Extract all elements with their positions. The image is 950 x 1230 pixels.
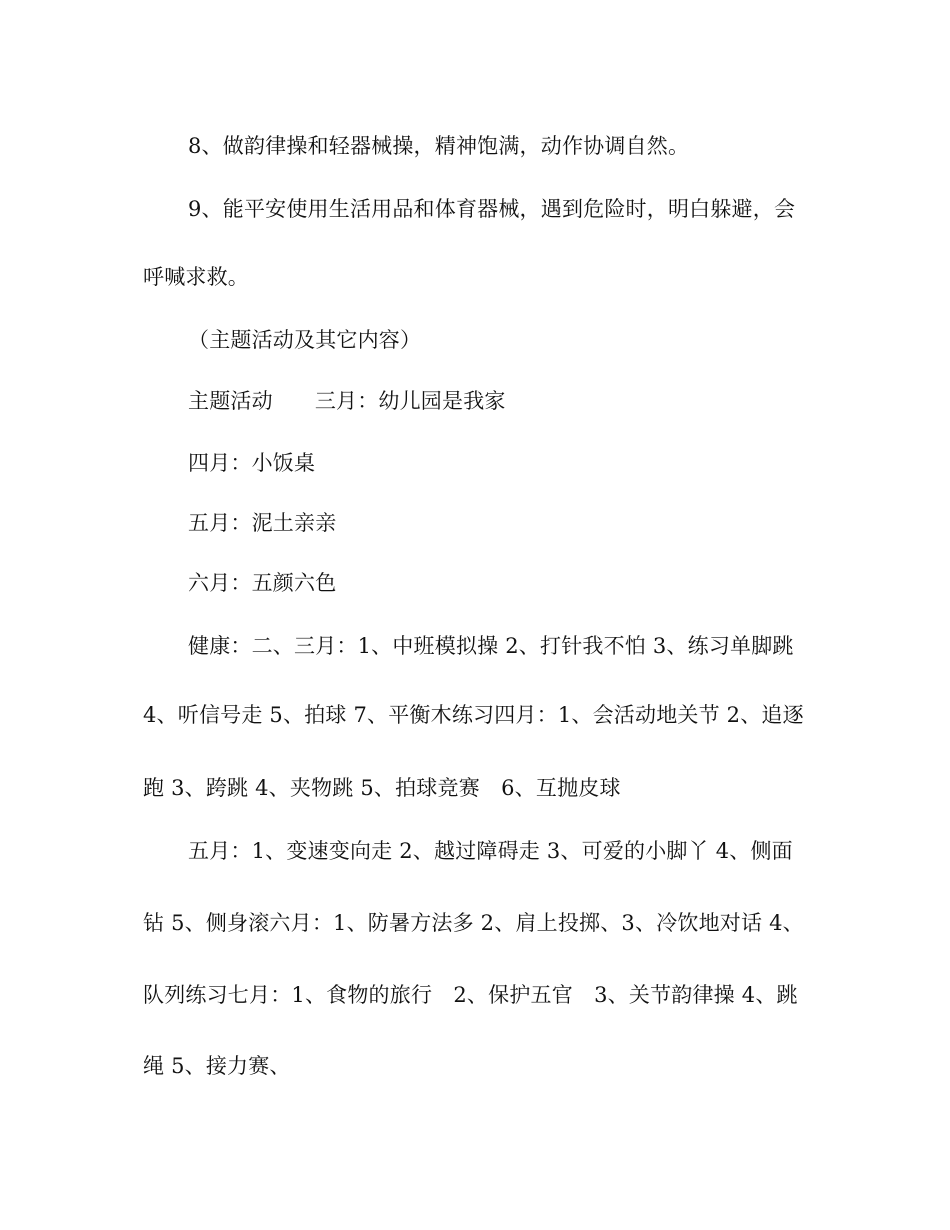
theme-april: 四月：小饭桌 [188,451,316,475]
health-line-1: 健康：二、三月：1、中班模拟操 2、打针我不怕 3、练习单脚跳 [188,634,794,658]
text-line-item-9: 9、能平安使用生活用品和体育器械，遇到危险时，明白躲避，会 [188,197,796,221]
text-line-item-8: 8、做韵律操和轻器械操，精神饱满，动作协调自然。 [188,134,690,158]
section-heading: （主题活动及其它内容） [188,328,422,352]
health-line-3: 跑 3、跨跳 4、夹物跳 5、拍球竞赛 6、互抛皮球 [143,776,621,800]
health-line-2: 4、听信号走 5、拍球 7、平衡木练习四月：1、会活动地关节 2、追逐 [143,703,804,727]
health-line-4: 五月：1、变速变向走 2、越过障碍走 3、可爱的小脚丫 4、侧面 [188,839,793,863]
health-line-5: 钻 5、侧身滚六月：1、防暑方法多 2、肩上投掷、3、冷饮地对话 4、 [143,911,804,935]
theme-activity-line [188,388,828,414]
theme-june: 六月：五颜六色 [188,571,337,595]
theme-may: 五月：泥土亲亲 [188,511,337,535]
theme-march: 三月：幼儿园是我家 [314,389,506,413]
text-line-item-9-continued: 呼喊求救。 [143,265,249,289]
theme-activity-label: 主题活动 [188,389,273,413]
health-line-7: 绳 5、接力赛、 [143,1054,291,1078]
health-line-6: 队列练习七月：1、食物的旅行 2、保护五官 3、关节韵律操 4、跳 [143,983,798,1007]
